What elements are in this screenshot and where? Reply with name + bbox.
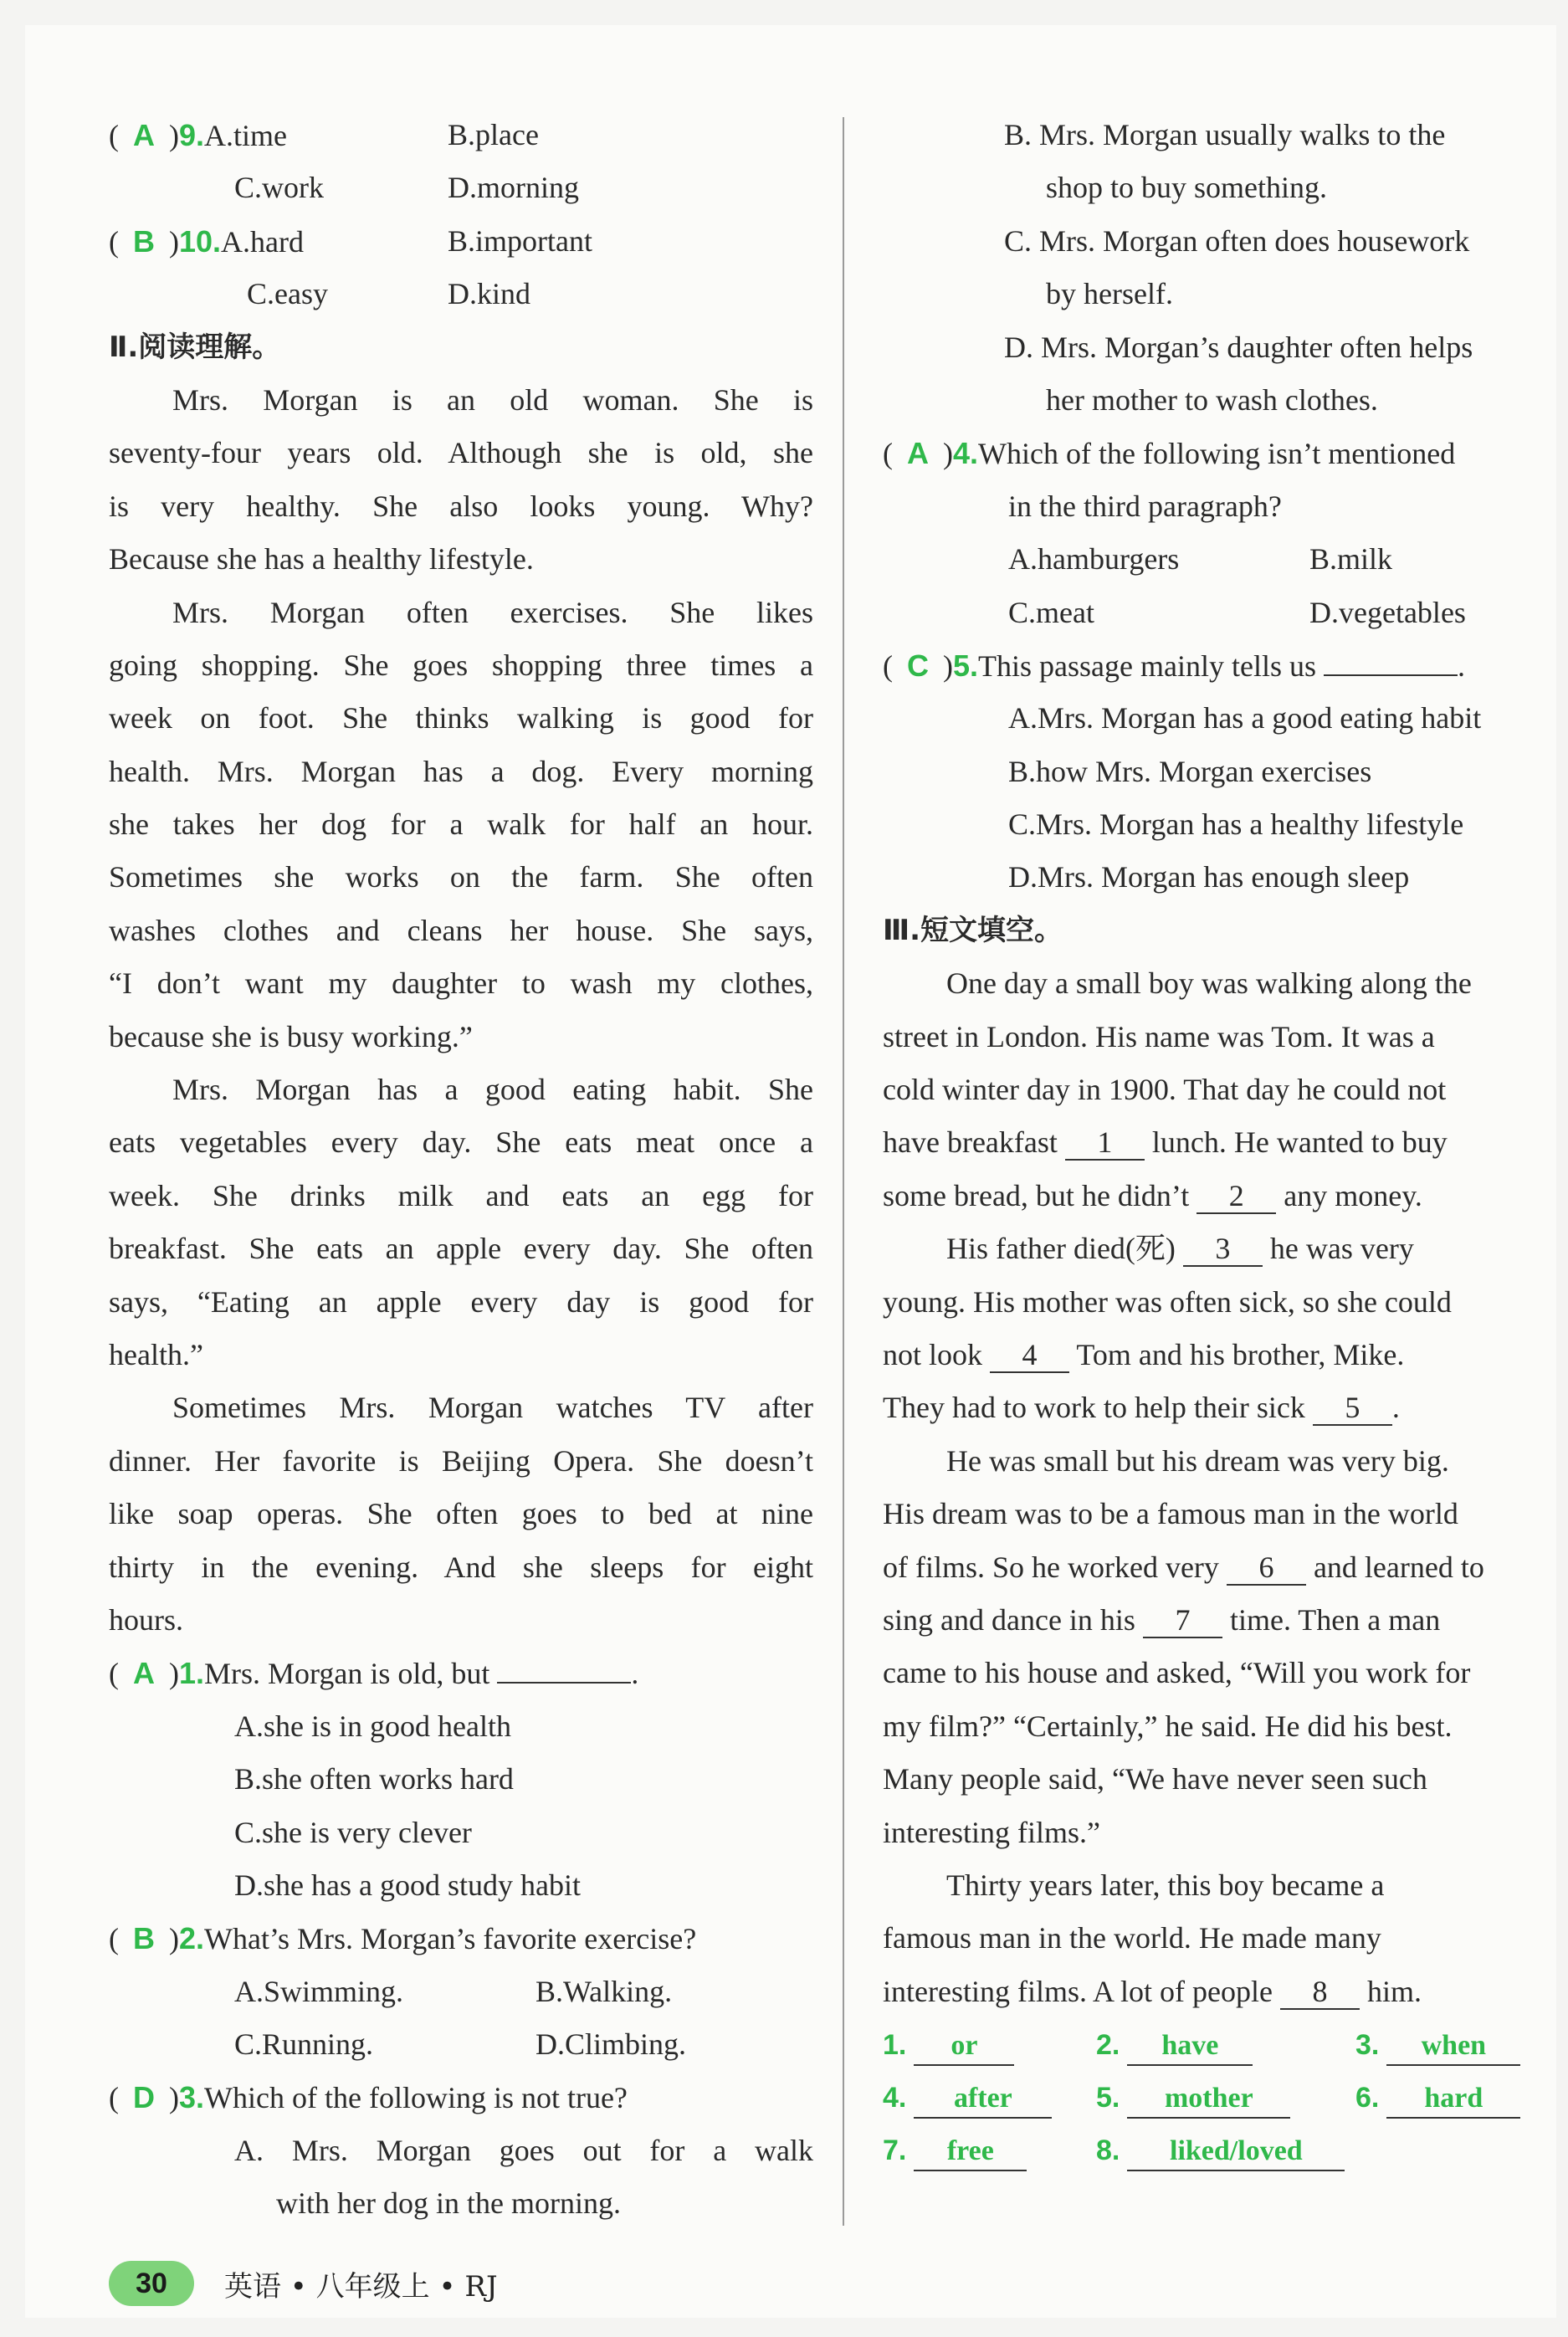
cloze-line: not look 4 Tom and his brother, Mike. [883, 1337, 1405, 1371]
cloze-line: One day a small boy was walking along the [946, 966, 1472, 1001]
answer-key-row: 7. free 8. liked/loved [883, 2124, 1568, 2176]
passage-line: thirty in the evening. And she sleeps for eight [109, 1550, 813, 1584]
cloze-blank: 3 [1183, 1232, 1263, 1267]
reading-question-4: ( A )4.Which of the following isn’t mentioned [883, 427, 1568, 479]
passage-line: eats vegetables every day. She eats meat once a [109, 1125, 813, 1160]
cloze-line: came to his house and asked, “Will you work for [883, 1656, 1471, 1690]
option-c: C.Mrs. Morgan has a healthy lifestyle [1008, 807, 1464, 842]
option-a: A.hamburgers [1008, 542, 1180, 577]
option-c: C.meat [1008, 595, 1094, 629]
passage-line: washes clothes and cleans her house. She says, [109, 913, 813, 947]
option-c: C.she is very clever [234, 1815, 472, 1849]
answer-9: A [133, 118, 155, 152]
section-3-title: Ⅲ.短文填空。 [883, 913, 1063, 947]
passage-line: because she is busy working.” [109, 1019, 473, 1053]
passage-line: breakfast. She eats an apple every day. She often [109, 1232, 813, 1266]
cloze-blank: 4 [990, 1338, 1069, 1373]
answer-key-value: when [1386, 2027, 1520, 2066]
answer-key-value: after [914, 2080, 1052, 2119]
cloze-line: Many people said, “We have never seen such [883, 1762, 1427, 1796]
reading-question-2: ( B )2.What’s Mrs. Morgan’s favorite exercise? [109, 1912, 813, 1965]
cloze-blank: 2 [1196, 1179, 1276, 1214]
answer-key-value: mother [1127, 2080, 1290, 2119]
cloze-line: famous man in the world. He made many [883, 1921, 1381, 1955]
passage-line: Sometimes Mrs. Morgan watches TV after [172, 1391, 813, 1425]
answer-blank [497, 1648, 631, 1684]
question-stem: Which of the following isn’t mentioned [978, 437, 1456, 471]
passage-line: week. She drinks milk and eats an egg for [109, 1178, 813, 1212]
option-d: D.Mrs. Morgan has enough sleep [1008, 860, 1410, 894]
answer-2: B [133, 1921, 155, 1956]
option-a: A.hard [221, 224, 305, 259]
option-c: C.work [234, 171, 324, 205]
option-b: B.milk [1309, 542, 1393, 577]
cloze-line: some bread, but he didn’t 2 any money. [883, 1178, 1422, 1212]
answer-key-row: 4. after 5. mother 6. hard [883, 2071, 1568, 2124]
cloze-blank: 7 [1143, 1603, 1222, 1638]
answer-key-value: or [914, 2027, 1014, 2066]
cloze-line: His father died(死) 3 he was very [946, 1232, 1414, 1266]
answer-key-value: liked/loved [1127, 2133, 1345, 2171]
answer-5: C [907, 648, 929, 683]
cloze-blank: 5 [1313, 1391, 1392, 1426]
question-10-options [109, 268, 813, 320]
passage-line: seventy-four years old. Although she is old, she [109, 436, 813, 470]
option-b: B.place [448, 118, 539, 151]
section-2-title: Ⅱ.阅读理解。 [109, 330, 281, 364]
option-c: C. Mrs. Morgan often does housework [1004, 223, 1470, 258]
answer-1: A [133, 1656, 155, 1691]
passage-line: she takes her dog for a walk for half an hour. [109, 807, 813, 842]
cloze-line: cold winter day in 1900. That day he could not [883, 1073, 1447, 1107]
cloze-line: He was small but his dream was very big. [946, 1443, 1449, 1478]
page-number: 30 [109, 2261, 194, 2306]
passage-line: hours. [109, 1602, 183, 1637]
passage-line: is very healthy. She also looks young. Why? [109, 489, 813, 523]
book-subject: 英语 • 八年级上 • RJ [224, 2269, 498, 2304]
option-c: C.Running. [234, 2027, 374, 2062]
passage-line: Mrs. Morgan is an old woman. She is [172, 382, 813, 417]
option-d: D.she has a good study habit [234, 1868, 581, 1902]
option-a: A.Swimming. [234, 1974, 404, 2008]
question-9-options [109, 161, 813, 214]
option-b: B.how Mrs. Morgan exercises [1008, 754, 1372, 788]
page-footer [109, 2261, 498, 2306]
question-stem: What’s Mrs. Morgan’s favorite exercise? [204, 1922, 697, 1956]
option-d: D.morning [448, 171, 579, 205]
option-a: A. Mrs. Morgan goes out for a walk [234, 2133, 813, 2167]
passage-line: like soap operas. She often goes to bed at nine [109, 1497, 813, 1531]
passage-line: Mrs. Morgan has a good eating habit. She [172, 1073, 813, 1107]
question-2-options-cd [109, 2018, 813, 2071]
cloze-blank: 6 [1227, 1550, 1306, 1586]
answer-3: D [133, 2080, 155, 2115]
passage-line: says, “Eating an apple every day is good for [109, 1284, 813, 1319]
option-a: A.she is in good health [234, 1709, 511, 1743]
cloze-line: interesting films.” [883, 1815, 1100, 1849]
question-2-options-ab [109, 1965, 813, 2018]
option-d: D. Mrs. Morgan’s daughter often helps [1004, 330, 1473, 364]
cloze-blank: 1 [1065, 1125, 1145, 1161]
option-b: B.she often works hard [234, 1762, 514, 1796]
cloze-line: my film?” “Certainly,” he said. He did his best. [883, 1709, 1453, 1743]
option-c-cont: by herself. [1046, 277, 1173, 311]
option-b: B. Mrs. Morgan usually walks to the [1004, 118, 1446, 151]
reading-question-1: ( A )1.Mrs. Morgan is old, but . [109, 1647, 813, 1699]
option-c: C.easy [247, 277, 328, 311]
answer-key-row: 1. or 2. have 3. when [883, 2018, 1568, 2071]
column-divider [843, 117, 844, 2226]
question-10: ( B )10.A.hard B.important [109, 215, 813, 268]
cloze-line: street in London. His name was Tom. It was a [883, 1019, 1435, 1053]
passage-line: going shopping. She goes shopping three times a [109, 648, 813, 682]
cloze-line: His dream was to be a famous man in the world [883, 1497, 1458, 1531]
answer-key-value: free [914, 2133, 1027, 2171]
cloze-line: They had to work to help their sick 5 . [883, 1391, 1400, 1425]
question-4-options-cd [883, 587, 1568, 639]
question-stem: This passage mainly tells us [978, 648, 1316, 683]
question-stem: Which of the following is not true? [204, 2081, 628, 2115]
answer-4: A [907, 436, 929, 471]
cloze-line: young. His mother was often sick, so she could [883, 1284, 1452, 1319]
cloze-blank: 8 [1280, 1975, 1360, 2010]
question-stem-cont: in the third paragraph? [1008, 489, 1282, 523]
question-9: ( A )9.A.time B.place [109, 109, 813, 161]
reading-question-5: ( C )5.This passage mainly tells us . [883, 639, 1568, 692]
passage-line: health. Mrs. Morgan has a dog. Every morning [109, 754, 813, 788]
option-a-cont: with her dog in the morning. [276, 2186, 621, 2221]
option-b-cont: shop to buy something. [1046, 171, 1328, 205]
cloze-line: have breakfast 1 lunch. He wanted to buy [883, 1125, 1448, 1160]
option-b: B.Walking. [535, 1974, 673, 2008]
answer-key-value: have [1127, 2027, 1253, 2066]
passage-line: health.” [109, 1337, 203, 1371]
left-column [109, 109, 813, 2231]
option-d-cont: her mother to wash clothes. [1046, 382, 1378, 417]
option-a: A.Mrs. Morgan has a good eating habit [1008, 701, 1482, 735]
question-stem: Mrs. Morgan is old, but [204, 1657, 490, 1691]
question-4-options-ab [883, 533, 1568, 586]
right-column [883, 109, 1568, 2176]
passage-line: Because she has a healthy lifestyle. [109, 542, 534, 577]
cloze-line: interesting films. A lot of people 8 him. [883, 1974, 1422, 2008]
reading-question-3: ( D )3.Which of the following is not true? [109, 2071, 813, 2124]
passage-line: week on foot. She thinks walking is good for [109, 701, 813, 735]
workbook-page [25, 25, 1556, 2318]
passage-line: Mrs. Morgan often exercises. She likes [172, 595, 813, 629]
option-d: D.Climbing. [535, 2027, 687, 2062]
answer-key-value: hard [1386, 2080, 1520, 2119]
option-d: D.kind [448, 277, 530, 311]
option-a: A.time [204, 119, 288, 152]
passage-line: “I don’t want my daughter to wash my clothes, [109, 966, 813, 1001]
passage-line: dinner. Her favorite is Beijing Opera. She doesn’t [109, 1443, 813, 1478]
answer-10: B [133, 223, 155, 259]
option-b: B.important [448, 223, 592, 258]
cloze-line: sing and dance in his 7 time. Then a man [883, 1602, 1441, 1637]
option-d: D.vegetables [1309, 595, 1466, 629]
answer-blank [1324, 641, 1458, 676]
passage-line: Sometimes she works on the farm. She often [109, 860, 813, 894]
cloze-line: of films. So he worked very 6 and learned to [883, 1550, 1484, 1584]
cloze-line: Thirty years later, this boy became a [946, 1868, 1385, 1902]
